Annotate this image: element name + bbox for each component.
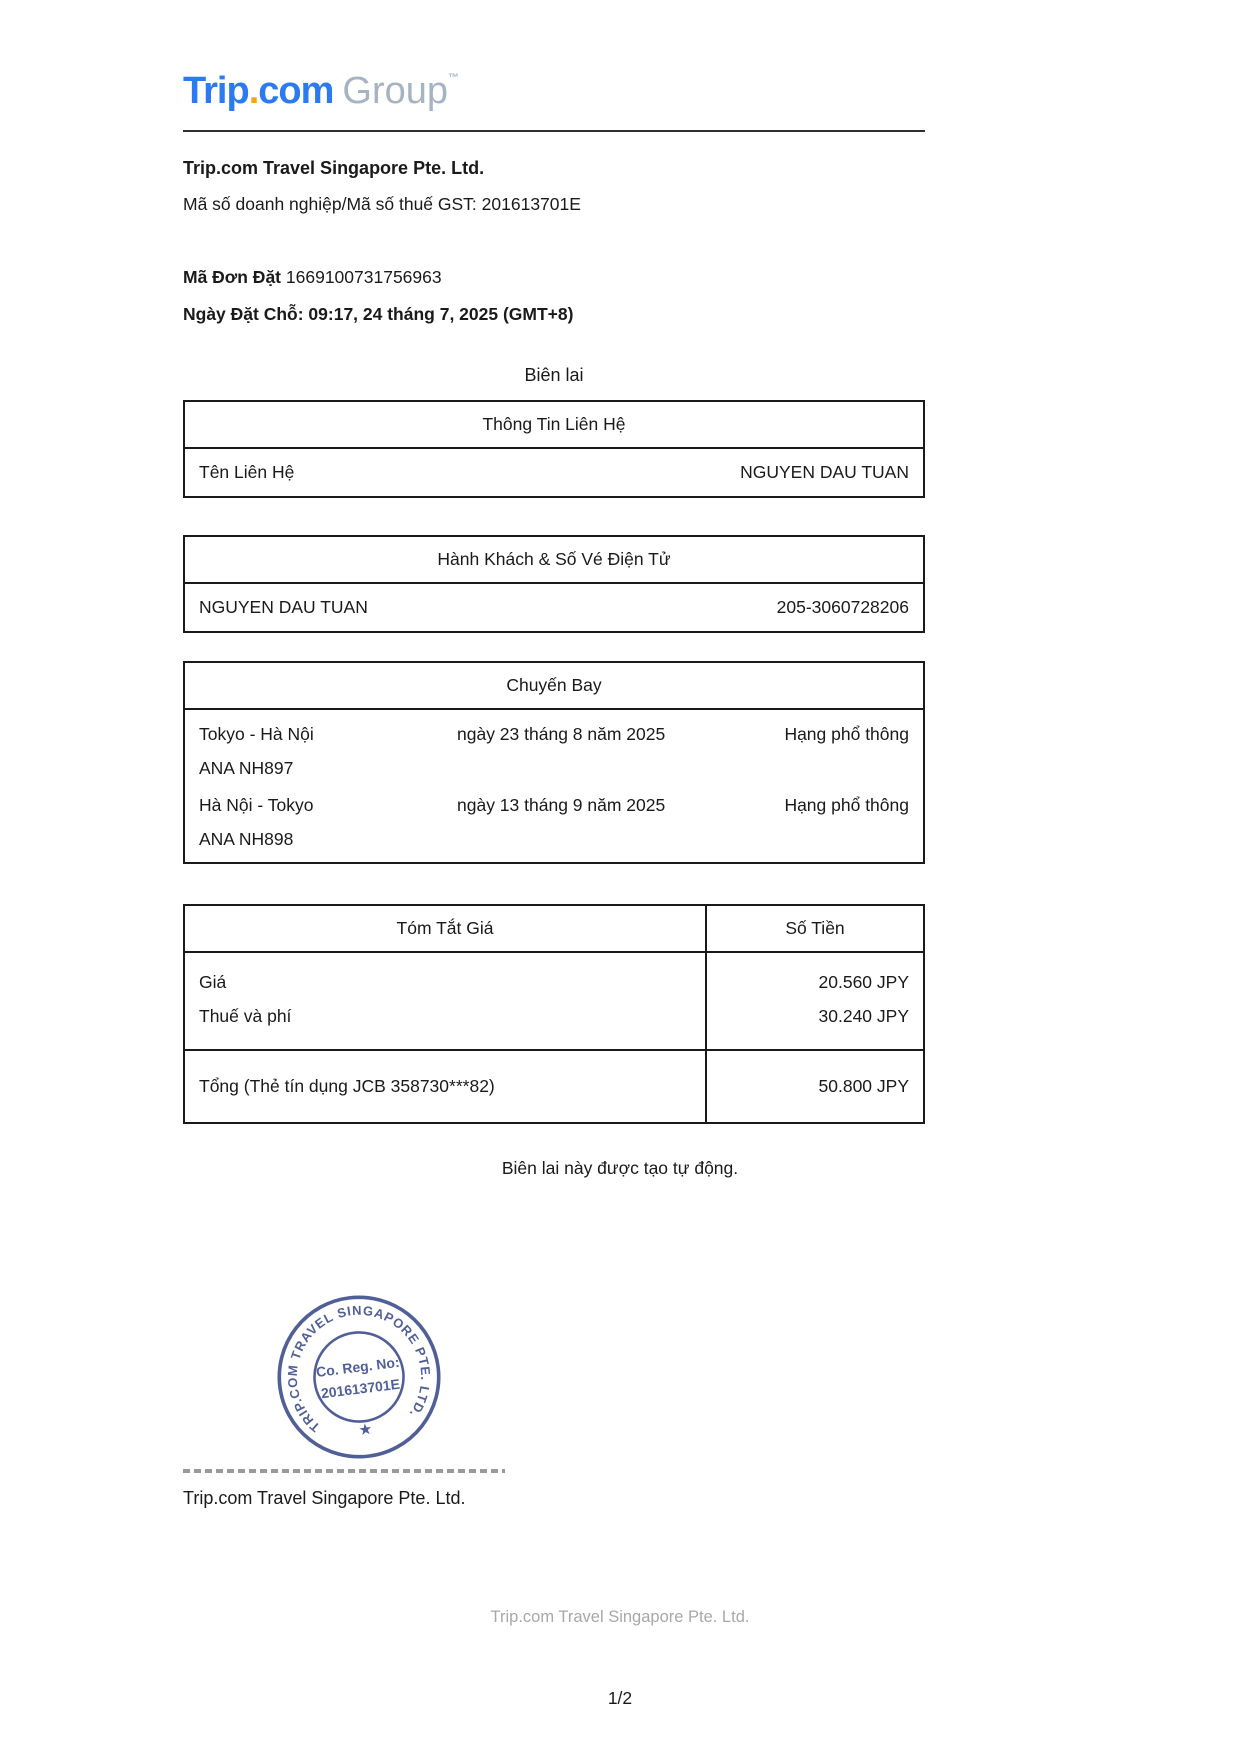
tripcom-group-logo [183, 70, 458, 112]
flight-number: ANA NH897 [199, 758, 294, 778]
flight-route: Hà Nội - Tokyo [199, 795, 314, 815]
page-number: 1/2 [607, 1688, 633, 1708]
signature-company-name: Trip.com Travel Singapore Pte. Ltd. [183, 1488, 466, 1508]
contact-table-header: Thông Tin Liên Hệ [185, 402, 923, 449]
receipt-title: Biên lai [524, 365, 584, 385]
stamp-reg-label: Co. Reg. No: [315, 1353, 401, 1380]
flights-table-body [185, 710, 923, 862]
total-amount: 50.800 JPY [818, 1076, 909, 1096]
flights-table-header: Chuyến Bay [185, 663, 923, 710]
booking-order-line [183, 267, 925, 288]
booking-date-line: Ngày Đặt Chỗ: 09:17, 24 tháng 7, 2025 (GMT+8) [183, 304, 574, 324]
total-label: Tổng (Thẻ tín dụng JCB 358730***82) [185, 1051, 707, 1122]
taxes-fees-label: Thuế và phí [199, 1006, 292, 1026]
flight-cabin-class: Hạng phổ thông [784, 724, 909, 744]
order-number-value: 1669100731756963 [285, 267, 442, 287]
signature-dashed-line [183, 1469, 505, 1473]
price-amount: 20.560 JPY [818, 972, 909, 992]
table-row [185, 449, 923, 496]
passenger-table-header: Hành Khách & Số Vé Điện Tử [185, 537, 923, 584]
company-name: Trip.com Travel Singapore Pte. Ltd. [183, 158, 485, 178]
document-body [183, 0, 925, 1124]
company-stamp-icon [271, 1289, 447, 1465]
order-number-label: Mã Đơn Đặt [183, 267, 282, 287]
header-divider [183, 130, 925, 132]
amount-header: Số Tiền [707, 906, 923, 953]
price-summary-grid [185, 906, 923, 1122]
trademark-icon: ™ [448, 72, 459, 84]
flights-table [183, 661, 925, 864]
logo-trip-text: Trip [183, 70, 249, 112]
logo-row [183, 0, 925, 113]
flight-route: Tokyo - Hà Nội [199, 724, 314, 744]
passenger-name: NGUYEN DAU TUAN [199, 597, 368, 617]
price-summary-table [183, 904, 925, 1124]
price-amounts-cell [707, 953, 923, 1051]
contact-name-value: NGUYEN DAU TUAN [740, 462, 909, 482]
flight-number: ANA NH898 [199, 829, 294, 849]
table-row [185, 712, 923, 783]
price-labels-cell [185, 953, 707, 1051]
star-icon: ★ [357, 1420, 374, 1440]
logo-dot-icon: . [248, 70, 259, 112]
price-summary-header: Tóm Tắt Giá [185, 906, 707, 953]
company-stamp [271, 1289, 447, 1465]
table-row [185, 584, 923, 631]
flight-date: ngày 13 tháng 9 năm 2025 [457, 795, 666, 815]
logo-group-text: Group [342, 70, 449, 112]
logo-com-text: com [258, 70, 334, 112]
flight-date: ngày 23 tháng 8 năm 2025 [457, 724, 666, 744]
eticket-number: 205-3060728206 [776, 597, 909, 617]
footer-company-name: Trip.com Travel Singapore Pte. Ltd. [490, 1608, 750, 1626]
signature-section [183, 1289, 925, 1509]
auto-generated-note: Biên lai này được tạo tự động. [501, 1158, 739, 1178]
passenger-ticket-table [183, 535, 925, 633]
contact-name-label: Tên Liên Hệ [199, 462, 295, 482]
table-row [185, 783, 923, 854]
taxes-fees-amount: 30.240 JPY [818, 1006, 909, 1026]
stamp-reg-number: 201613701E [320, 1375, 401, 1402]
contact-info-table [183, 400, 925, 498]
stamp-ring-text: TRIP.COM TRAVEL SINGAPORE PTE. LTD. [284, 1302, 434, 1436]
price-label: Giá [199, 972, 227, 992]
company-tax-line: Mã số doanh nghiệp/Mã số thuế GST: 201613701E [183, 194, 581, 214]
flight-cabin-class: Hạng phổ thông [784, 795, 909, 815]
